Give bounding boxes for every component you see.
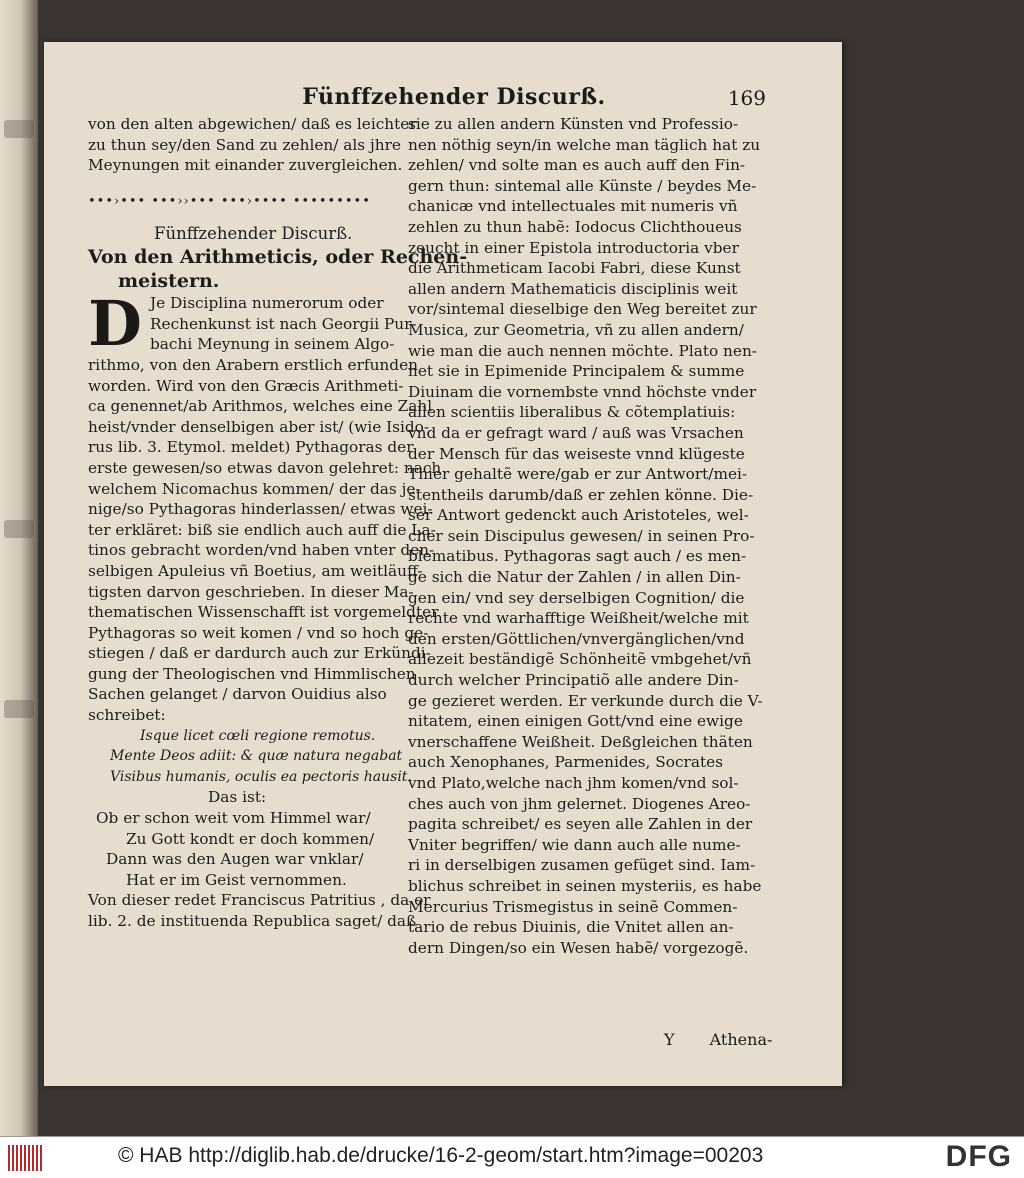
section-heading: Von den Arithmeticis, oder Rechen- xyxy=(88,245,468,268)
catchword-line xyxy=(664,1030,802,1049)
text-line: thematischen Wissenschafft ist vorgemeldter xyxy=(88,603,439,622)
book-page xyxy=(44,42,842,1086)
left-column xyxy=(88,114,468,932)
das-ist-label: Das ist: xyxy=(208,788,267,807)
opening-paragraph xyxy=(88,286,442,726)
latin-verse-line: Mente Deos adiit: & quæ natura negabat xyxy=(110,748,403,765)
decorated-initial: D xyxy=(88,286,142,360)
text-line: gern thun: sintemal alle Künste / beydes Me- xyxy=(408,176,757,195)
text-line: bachi Meynung in seinem Algo- xyxy=(150,335,395,354)
text-line: worden. Wird von den Græcis Arithmeti- xyxy=(88,376,404,395)
text-line: Thier gehaltẽ were/gab er zur Antwort/mei- xyxy=(408,465,748,484)
page-bleed xyxy=(4,700,34,718)
text-line: ri in derselbigen zusamen gefüget sind. Iam- xyxy=(408,856,756,875)
text-line: lib. 2. de instituenda Republica saget/ daß xyxy=(88,912,417,930)
german-verse-line: Hat er im Geist vernommen. xyxy=(126,870,347,889)
text-line: ge sich die Natur der Zahlen / in allen Din- xyxy=(408,568,741,587)
text-line: Von dieser redet Franciscus Patritius , da er xyxy=(88,891,431,910)
german-verse-line: Zu Gott kondt er doch kommen/ xyxy=(126,829,375,848)
text-line: erste gewesen/so etwas davon gelehret: nach xyxy=(88,458,442,477)
text-line: nen nöthig seyn/in welche man täglich hat zu xyxy=(408,135,761,154)
viewer-footer xyxy=(0,1136,1024,1178)
ornament-divider: •••›••• •••››••• •••›•••• ••••••••• xyxy=(88,193,371,209)
text-line: stiegen / daß er dardurch auch zur Erkündi- xyxy=(88,644,431,663)
text-line: stentheils darumb/daß er zehlen könne. Die- xyxy=(408,485,754,504)
text-line: tigsten darvon geschrieben. In dieser Ma- xyxy=(88,582,414,601)
page-number: 169 xyxy=(727,86,766,110)
text-line: ter erkläret: biß sie endlich auch auff die La- xyxy=(88,520,436,539)
text-line: zehlen zu thun habẽ: Iodocus Clichthoueus xyxy=(408,217,742,236)
text-line: Vniter begriffen/ wie dann auch alle nume- xyxy=(408,835,741,854)
text-line: allen scientiis liberalibus & cõtemplatiuis: xyxy=(408,403,736,422)
text-line: sie zu allen andern Künsten vnd Professio- xyxy=(408,115,739,133)
text-line: zehlen/ vnd solte man es auch auff den Fin- xyxy=(408,156,746,175)
text-line: vnd Plato,welche nach jhm komen/vnd sol- xyxy=(408,774,739,792)
text-line: nitatem, einen einigen Gott/vnd eine ewige xyxy=(408,712,743,731)
text-line: zeucht in einer Epistola introductoria vber xyxy=(408,238,739,257)
text-line: allen andern Mathematicis disciplinis weit xyxy=(408,279,738,298)
adjacent-page-edge xyxy=(0,0,38,1136)
text-line: Mercurius Trismegistus in seinẽ Commen- xyxy=(408,897,738,916)
text-line: heist/vnder denselbigen aber ist/ (wie Isido- xyxy=(88,417,430,436)
text-line: blematibus. Pythagoras sagt auch / es men- xyxy=(408,547,747,566)
barcode-icon xyxy=(8,1145,42,1171)
dfg-logo: DFG xyxy=(945,1140,1012,1173)
text-line: vnd da er gefragt ward / auß was Vrsachen xyxy=(408,423,744,442)
text-line: der Mensch für das weiseste vnnd klügeste xyxy=(408,444,745,463)
latin-verse-line: Visibus humanis, oculis ea pectoris hausit. xyxy=(110,768,412,785)
text-line: den ersten/Göttlichen/vnvergänglichen/vnd xyxy=(408,629,745,648)
text-line: ge gezieret werden. Er verkunde durch die V- xyxy=(408,691,763,710)
text-line: cher sein Discipulus gewesen/ in seinen Pro- xyxy=(408,526,755,545)
text-line: von den alten abgewichen/ daß es leichter xyxy=(88,115,417,133)
text-line: ches auch von jhm gelernet. Diogenes Areo- xyxy=(408,794,751,813)
text-line: welchem Nicomachus kommen/ der das je- xyxy=(88,479,421,498)
text-line: rithmo, von den Arabern erstlich erfunden xyxy=(88,355,418,374)
right-column xyxy=(408,114,763,958)
text-line: blichus schreibet in seinen mysteriis, es habe xyxy=(408,876,762,895)
text-line: nige/so Pythagoras hinderlassen/ etwas wei- xyxy=(88,500,433,519)
text-line: allezeit beständigẽ Schönheitẽ vmbgehet/vñ xyxy=(408,650,752,669)
text-line: wie man die auch nennen möchte. Plato nen- xyxy=(408,341,757,360)
text-line: Diuinam die vornembste vnnd höchste vnder xyxy=(408,382,757,401)
text-line: gung der Theologischen vnd Himmlischen xyxy=(88,664,416,683)
text-line: auch Xenophanes, Parmenides, Socrates xyxy=(408,753,723,772)
text-line: rechte vnd warhafftige Weißheit/welche mit xyxy=(408,609,749,628)
text-line: Rechenkunst ist nach Georgii Pur- xyxy=(150,314,417,333)
text-line: Sachen gelanget / darvon Ouidius also xyxy=(88,685,387,704)
text-line: chanicæ vnd intellectuales mit numeris vñ xyxy=(408,197,738,216)
page-bleed xyxy=(4,120,34,138)
text-line: Pythagoras so weit komen / vnd so hoch ge- xyxy=(88,623,429,642)
text-line: tinos gebracht worden/vnd haben vnter den- xyxy=(88,541,435,560)
running-head: Fünffzehender Discurß. xyxy=(302,84,606,110)
signature-mark: Y xyxy=(664,1030,675,1049)
german-verse-line: Ob er schon weit vom Himmel war/ xyxy=(96,809,371,828)
text-line: vor/sintemal dieselbige den Weg bereitet zur xyxy=(408,300,757,319)
text-line: vnerschaffene Weißheit. Deßgleichen thäten xyxy=(408,732,753,751)
text-line: net sie in Epimenide Principalem & summe xyxy=(408,362,745,381)
text-line: ser Antwort gedenckt auch Aristoteles, wel- xyxy=(408,506,749,525)
text-line: tario de rebus Diuinis, die Vnitet allen an- xyxy=(408,918,734,937)
page-bleed xyxy=(4,520,34,538)
section-heading-continued: meistern. xyxy=(118,269,220,292)
text-line: zu thun sey/den Sand zu zehlen/ als jhre xyxy=(88,135,401,154)
text-line: selbigen Apuleius vñ Boetius, am weitläuff- xyxy=(88,561,423,580)
german-verse-line: Dann was den Augen war vnklar/ xyxy=(106,850,364,869)
text-line: die Arithmeticam Iacobi Fabri, diese Kunst xyxy=(408,259,741,278)
text-line: durch welcher Principatiõ alle andere Din- xyxy=(408,671,739,690)
text-line: dern Dingen/so ein Wesen habẽ/ vorgezogẽ. xyxy=(408,938,749,957)
text-line: schreibet: xyxy=(88,706,166,725)
text-line: gen ein/ vnd sey derselbigen Cognition/ die xyxy=(408,588,745,607)
copyright-link[interactable]: © HAB http://diglib.hab.de/drucke/16-2-geom/start.htm?image=00203 xyxy=(118,1144,764,1167)
text-line: rus lib. 3. Etymol. meldet) Pythagoras der xyxy=(88,438,414,457)
text-line: Meynungen mit einander zuvergleichen. xyxy=(88,156,403,175)
text-line: Je Disciplina numerorum oder xyxy=(150,293,384,312)
section-title: Fünffzehender Discurß. xyxy=(154,224,353,244)
latin-verse-line: Isque licet cœli regione remotus. xyxy=(140,727,376,744)
catchword: Athena- xyxy=(709,1030,773,1049)
text-line: Musica, zur Geometria, vñ zu allen andern/ xyxy=(408,320,744,339)
text-line: ca genennet/ab Arithmos, welches eine Zahl xyxy=(88,397,433,416)
text-line: pagita schreibet/ es seyen alle Zahlen in der xyxy=(408,815,753,834)
